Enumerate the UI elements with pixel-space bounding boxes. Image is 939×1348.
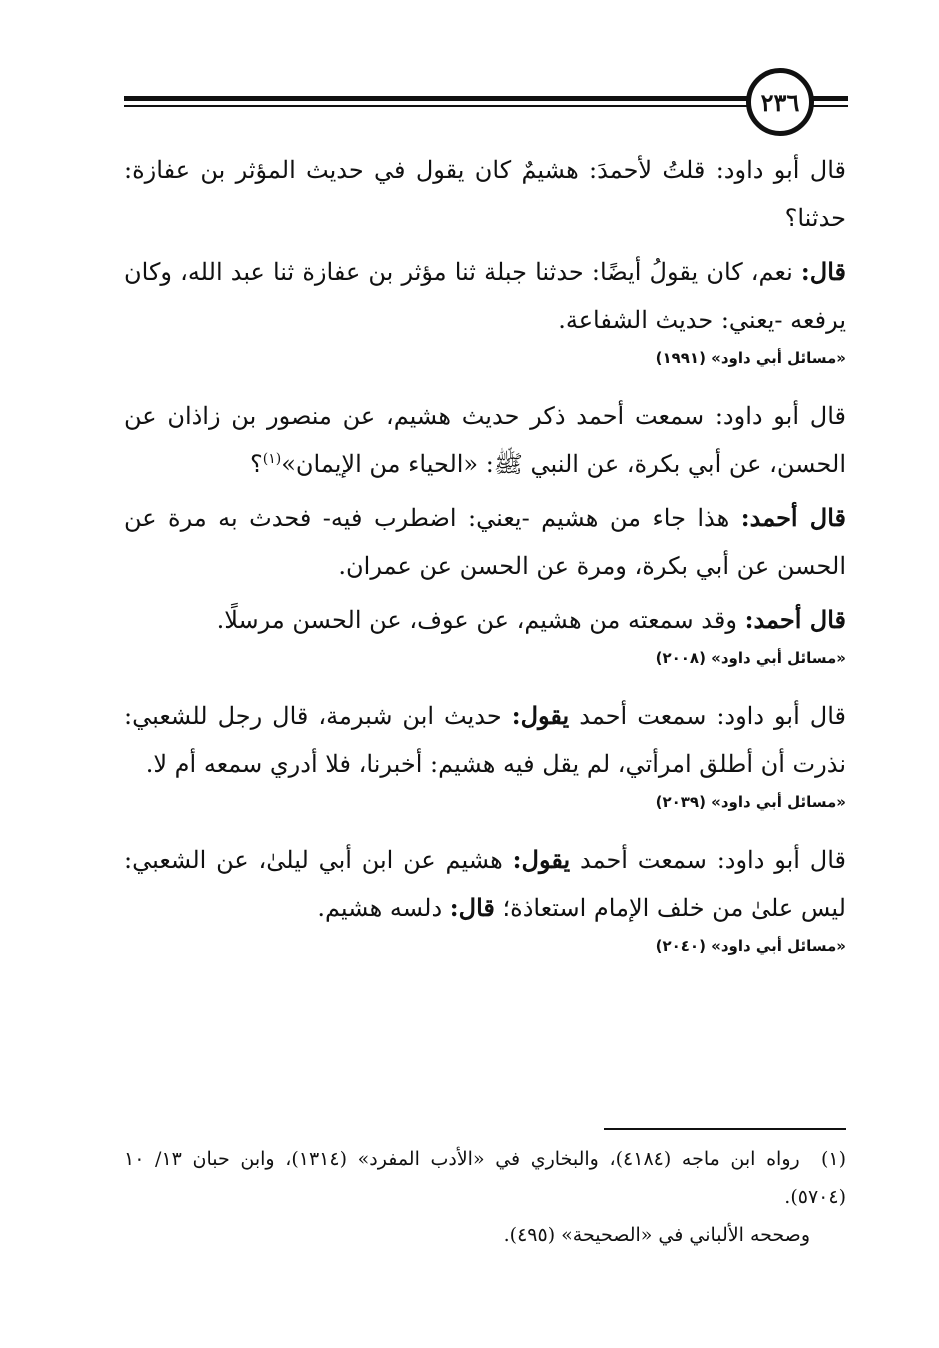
paragraph-text: نعم، كان يقولُ أيضًا: حدثنا جبلة ثنا مؤثر بن عفازة ثنا عبد الله، وكان يرفعه -يعني: حديث الشفاعة. [124,258,846,334]
paragraph-answer-2 [124,494,846,590]
header-rule-stub-thick [812,96,848,101]
paragraph-text: هشيم عن ابن أبي ليلىٰ، عن الشعبي: ليس علىٰ من خلف الإمام استعاذة؛ [124,846,846,922]
paragraph-question-4 [124,836,846,932]
speaker-label: يقول: [512,845,571,874]
speaker-label: قال: [800,257,846,286]
page-number: ٢٣٦ [746,68,814,136]
source-citation: «مسائل أبي داود» (٢٠٤٠) [655,937,846,955]
header-rule-thin [124,105,752,107]
footnote-text: رواه ابن ماجه (٤١٨٤)، والبخاري في «الأدب المفرد» (١٣١٤)، وابن حبان ١٣/ ١٠ (٥٧٠٤). [124,1148,846,1208]
paragraph-answer-3 [124,596,846,644]
speaker-label-2: قال: [449,893,495,922]
source-citation: «مسائل أبي داود» (١٩٩١) [655,349,846,367]
footnote-separator [604,1128,846,1130]
footnote-1-continued: وصححه الألباني في «الصحيحة» (٤٩٥). [503,1224,810,1246]
paragraph-text: قال أبو داود: سمعت أحمد ذكر حديث هشيم، عن منصور بن زاذان عن الحسن، عن أبي بكرة، عن النبي ﷺ: «الحياء من الإيمان» [124,402,846,478]
paragraph-text: حديث ابن شبرمة، قال رجل للشعبي: نذرت أن أطلق امرأتي، لم يقل فيه هشيم: أخبرنا، فلا أدري سمعه أم لا. [124,702,846,778]
paragraph-text: وقد سمعته من هشيم، عن عوف، عن الحسن مرسلًا. [216,606,745,634]
footnotes [124,1140,846,1254]
speaker-label: قال أحمد: [740,503,846,532]
source-citation: «مسائل أبي داود» (٢٠٠٨) [655,649,846,667]
paragraph-tail: ؟ [249,450,263,478]
paragraph-text: هذا جاء من هشيم -يعني: اضطرب فيه- فحدث به مرة عن الحسن عن أبي بكرة، ومرة عن الحسن عن عمران. [124,504,846,580]
paragraph-pre: قال أبو داود: سمعت أحمد [570,846,846,874]
page-body [124,146,846,958]
footnote-ref[interactable]: (١) [262,451,282,467]
speaker-label: يقول: [511,701,570,730]
paragraph-question-2 [124,392,846,488]
paragraph-text-2: دلسه هشيم. [317,894,450,922]
page-header [0,0,939,140]
source-citation: «مسائل أبي داود» (٢٠٣٩) [655,793,846,811]
footnote-number: (١) [820,1148,847,1170]
paragraph-pre: قال أبو داود: سمعت أحمد [569,702,846,730]
paragraph-text: قال أبو داود: قلتُ لأحمدَ: هشيمٌ كان يقول في حديث المؤثر بن عفازة: حدثنا؟ [124,156,846,232]
paragraph-answer-1 [124,248,846,344]
paragraph-question-3 [124,692,846,788]
header-rule-thick [124,96,752,101]
speaker-label: قال أحمد: [744,605,846,634]
footnote-1 [124,1140,846,1216]
paragraph-question-1 [124,146,846,242]
header-rule-stub-thin [812,105,848,107]
